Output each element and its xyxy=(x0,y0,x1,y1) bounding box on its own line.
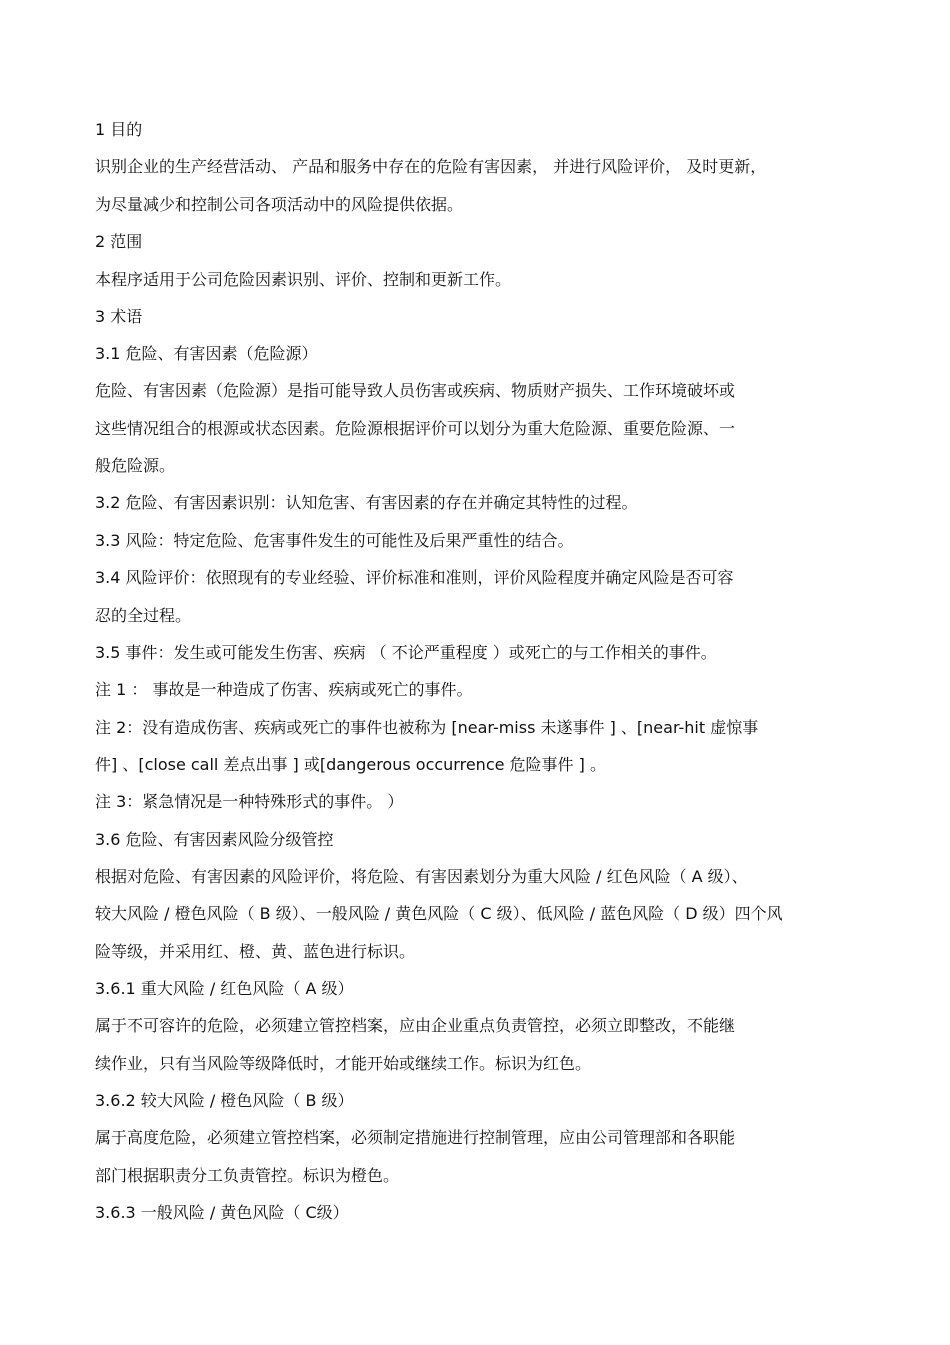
note-3: 注 3：紧急情况是一种特殊形式的事件。 ） xyxy=(95,792,404,811)
heading-terms: 3 术语 xyxy=(95,307,143,326)
body-line: 忍的全过程。 xyxy=(95,606,192,625)
body-line: 本程序适用于公司危险因素识别、评价、控制和更新工作。 xyxy=(95,270,512,289)
body-line: 属于高度危险，必须建立管控档案，必须制定措施进行控制管理，应由公司管理部和各职能 xyxy=(95,1128,736,1147)
body-line: 般危险源。 xyxy=(95,456,176,475)
body-line: 属于不可容许的危险，必须建立管控档案，应由企业重点负责管控，必须立即整改，不能继 xyxy=(95,1016,736,1035)
body-line: 较大风险 / 橙色风险（ B 级）、一般风险 / 黄色风险（ C 级）、低风险 / 蓝色风险（ D 级）四个风 xyxy=(95,904,783,923)
subheading-3-6-3: 3.6.3 一般风险 / 黄色风险（ C级） xyxy=(95,1203,349,1222)
body-line: 为尽量减少和控制公司各项活动中的风险提供依据。 xyxy=(95,195,464,214)
subheading-3-1: 3.1 危险、有害因素（危险源） xyxy=(95,344,318,363)
note-2: 注 2：没有造成伤害、疾病或死亡的事件也被称为 [near-miss 未遂事件 ] 、[near-hit 虚惊事 xyxy=(95,718,759,737)
term-3-4: 3.4 风险评价：依照现有的专业经验、评价标准和准则，评价风险程度并确定风险是否可容 xyxy=(95,568,734,587)
body-line: 这些情况组合的根源或状态因素。危险源根据评价可以划分为重大危险源、重要危险源、一 xyxy=(95,419,736,438)
heading-purpose: 1 目的 xyxy=(95,120,143,139)
body-line: 识别企业的生产经营活动、 产品和服务中存在的危险有害因素， 并进行风险评价， 及时更新， xyxy=(95,157,767,176)
body-line: 续作业，只有当风险等级降低时，才能开始或继续工作。标识为红色。 xyxy=(95,1054,592,1073)
subheading-3-6-2: 3.6.2 较大风险 / 橙色风险（ B 级） xyxy=(95,1091,354,1110)
body-line: 危险、有害因素（危险源）是指可能导致人员伤害或疾病、物质财产损失、工作环境破坏或 xyxy=(95,381,736,400)
term-3-3: 3.3 风险：特定危险、危害事件发生的可能性及后果严重性的结合。 xyxy=(95,531,574,550)
body-line: 部门根据职责分工负责管控。标识为橙色。 xyxy=(95,1166,400,1185)
term-3-2: 3.2 危险、有害因素识别：认知危害、有害因素的存在并确定其特性的过程。 xyxy=(95,493,638,512)
body-line: 险等级，并采用红、橙、黄、蓝色进行标识。 xyxy=(95,942,416,961)
term-3-5: 3.5 事件：发生或可能发生伤害、疾病 （ 不论严重程度 ）或死亡的与工作相关的事件。 xyxy=(95,643,717,662)
note-1: 注 1 ： 事故是一种造成了伤害、疾病或死亡的事件。 xyxy=(95,680,473,699)
subheading-3-6-1: 3.6.1 重大风险 / 红色风险（ A 级） xyxy=(95,979,354,998)
subheading-3-6: 3.6 危险、有害因素风险分级管控 xyxy=(95,830,334,849)
body-line: 根据对危险、有害因素的风险评价，将危险、有害因素划分为重大风险 / 红色风险（ A 级）、 xyxy=(95,867,748,886)
heading-scope: 2 范围 xyxy=(95,232,143,251)
body-line: 件] 、[close call 差点出事 ] 或[dangerous occurrence 危险事件 ] 。 xyxy=(95,755,606,774)
